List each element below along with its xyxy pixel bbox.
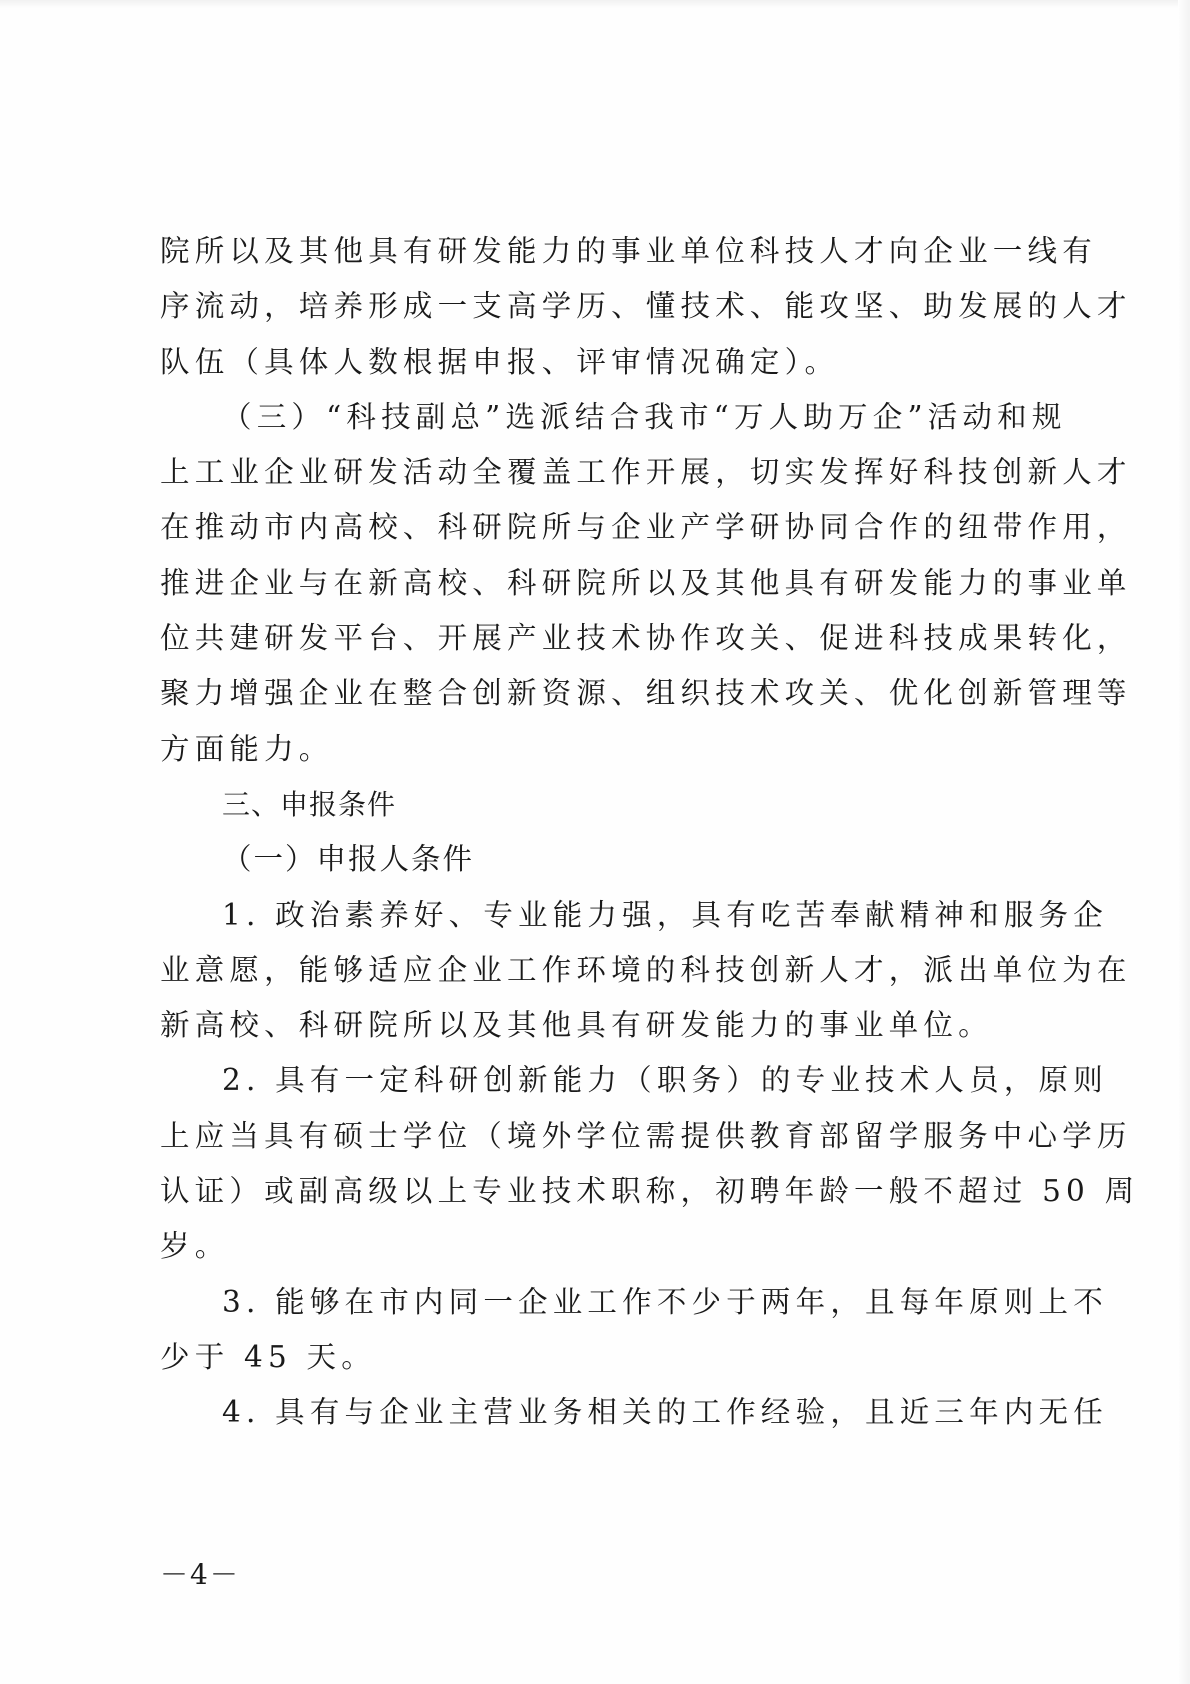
text-line: 上工业企业研发活动全覆盖工作开展，切实发挥好科技创新人才 — [160, 455, 1132, 490]
subsection-heading: （一）申报人条件 — [222, 842, 475, 877]
document-body — [160, 224, 1140, 1441]
section-heading: 三、申报条件 — [222, 787, 397, 821]
text-line: 在推动市内高校、科研院所与企业产学研协同合作的纽带作用， — [160, 510, 1132, 545]
text-line: 认证）或副高级以上专业技术职称，初聘年龄一般不超过 50 周 — [160, 1174, 1140, 1209]
text-line: 新高校、科研院所以及其他具有研发能力的事业单位。 — [160, 1008, 993, 1043]
page-number: －4－ — [160, 1558, 240, 1591]
text-line: 方面能力。 — [160, 731, 334, 766]
scan-edge-top — [0, 0, 1190, 8]
text-line: 3. 能够在市内同一企业工作不少于两年，且每年原则上不 — [222, 1284, 1108, 1319]
text-line: 序流动，培养形成一支高学历、懂技术、能攻坚、助发展的人才 — [160, 289, 1132, 324]
text-line: （三）“科技副总”选派结合我市“万人助万企”活动和规 — [222, 399, 1067, 434]
text-line: 聚力增强企业在整合创新资源、组织技术攻关、优化创新管理等 — [160, 676, 1132, 711]
scan-edge-right — [1178, 0, 1190, 1684]
text-line: 岁。 — [160, 1229, 230, 1264]
text-line: 4. 具有与企业主营业务相关的工作经验，且近三年内无任 — [222, 1395, 1108, 1430]
text-line: 1. 政治素养好、专业能力强，具有吃苦奉献精神和服务企 — [222, 897, 1108, 932]
text-line: 上应当具有硕士学位（境外学位需提供教育部留学服务中心学历 — [160, 1118, 1132, 1153]
text-line: 2. 具有一定科研创新能力（职务）的专业技术人员，原则 — [222, 1063, 1108, 1098]
text-line: 少于 45 天。 — [160, 1339, 376, 1374]
text-line: 业意愿，能够适应企业工作环境的科技创新人才，派出单位为在 — [160, 952, 1132, 987]
text-line: 位共建研发平台、开展产业技术协作攻关、促进科技成果转化， — [160, 621, 1132, 656]
text-line: 队伍（具体人数根据申报、评审情况确定）。 — [160, 344, 840, 379]
text-line: 院所以及其他具有研发能力的事业单位科技人才向企业一线有 — [160, 234, 1097, 268]
text-line: 推进企业与在新高校、科研院所以及其他具有研发能力的事业单 — [160, 565, 1132, 600]
